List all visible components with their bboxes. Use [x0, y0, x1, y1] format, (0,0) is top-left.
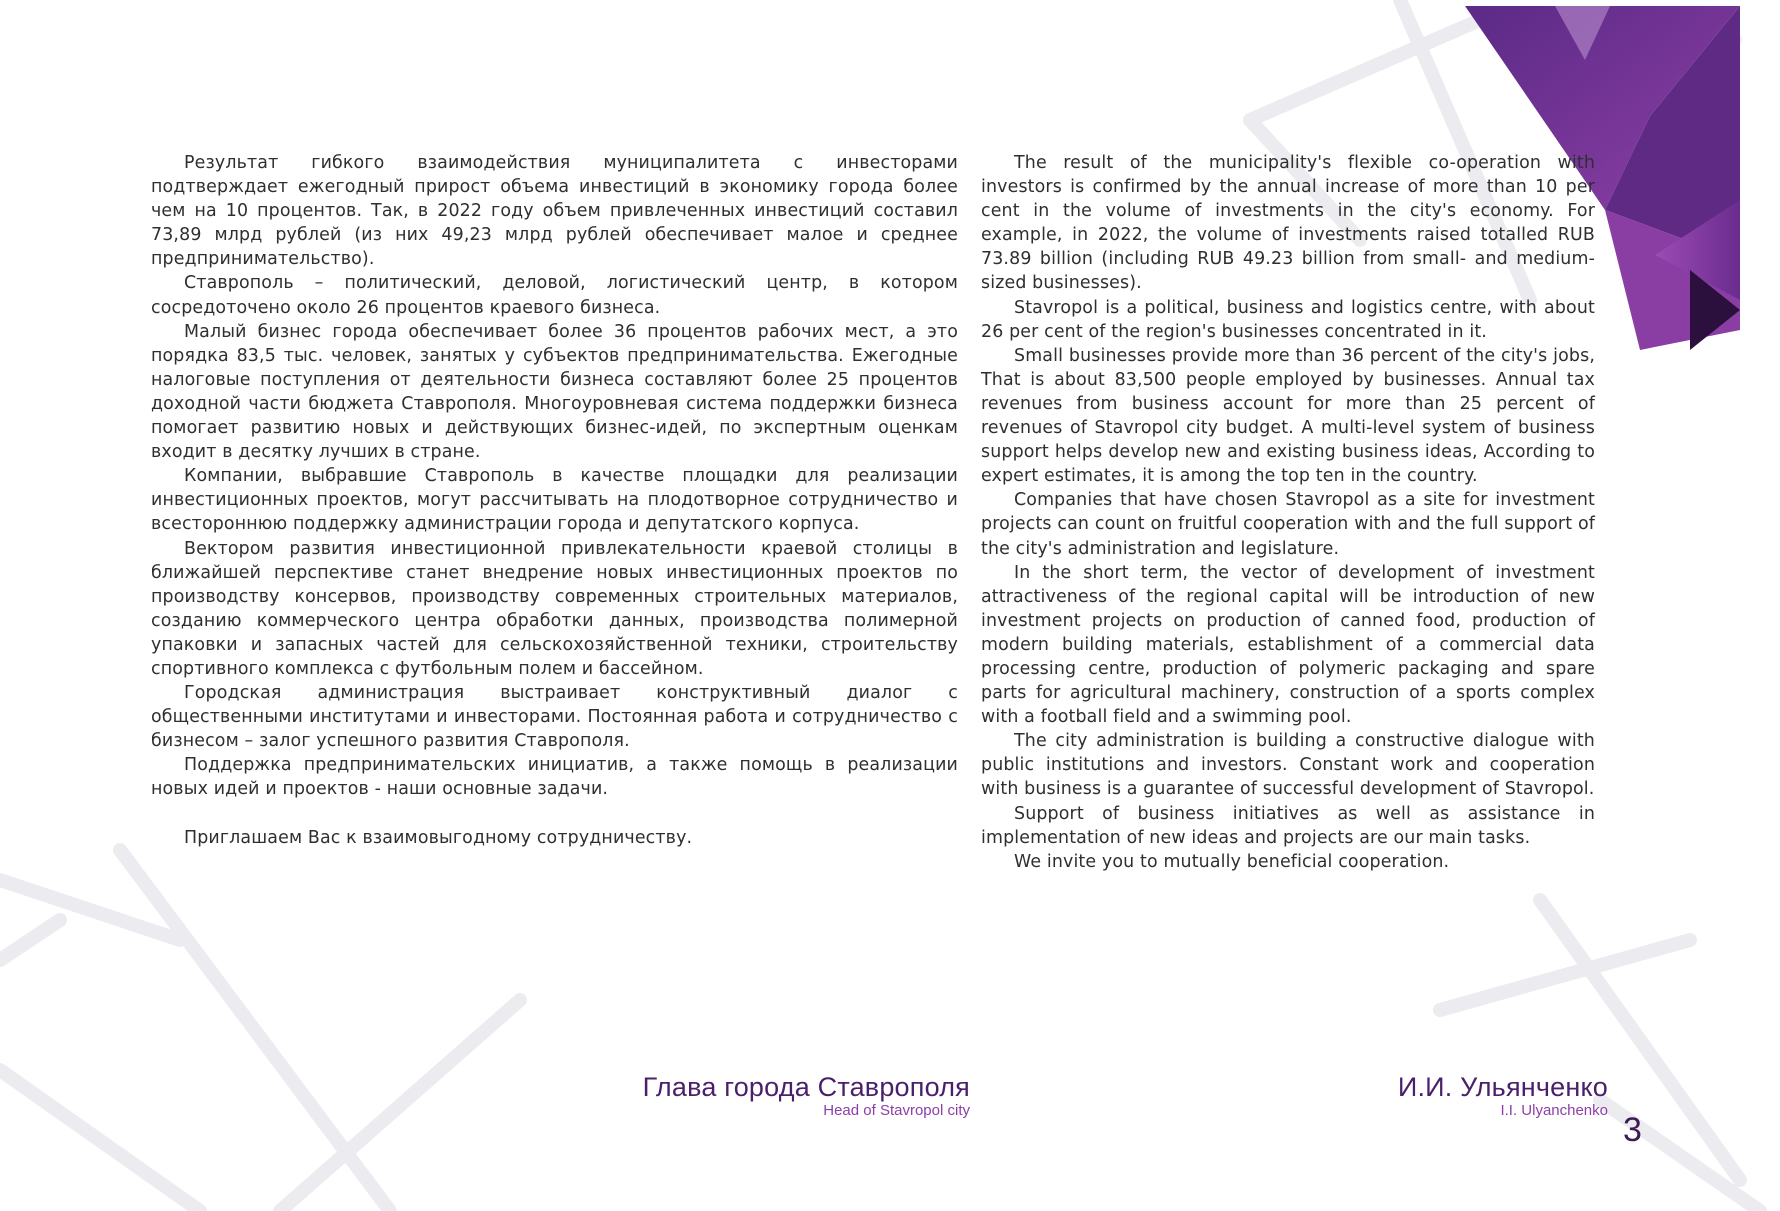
en-paragraph: The city administration is building a constructive dialogue with public institutions and investors. Constant work and cooperation with business is a guarantee of successful development of Stavropol. [981, 731, 1595, 800]
signature-name [1398, 1072, 1608, 1119]
en-paragraph: Support of business initiatives as well as assistance in implementation of new ideas and projects are our main tasks. [981, 803, 1595, 848]
signatory-name-english: I.I. Ulyanchenko [1500, 1102, 1608, 1119]
page-number: 3 [1623, 1111, 1642, 1149]
english-text-column [981, 151, 1595, 874]
ru-paragraph: Городская администрация выстраивает конструктивный диалог с общественными институтами и инвесторами. Постоянная работа и сотрудничество с бизнесом – залог успешного развития Ставрополя. [151, 683, 958, 752]
russian-text-column [151, 151, 958, 850]
signatory-name: И.И. Ульянченко [1397, 1072, 1608, 1102]
en-paragraph: In the short term, the vector of development of investment attractiveness of the regional capital will be introduction of new investment projects on production of canned food, production of modern building materials, establishment of a commercial data processing centre, production of polymeric packaging and spare parts for agricultural machinery, construction of a sports complex with a football field and a swimming pool. [981, 562, 1595, 728]
ru-paragraph: Компании, выбравшие Ставрополь в качестве площадки для реализации инвестиционных проектов, могут рассчитывать на плодотворное сотрудничество и всестороннюю поддержку администрации города и депутатского корпуса. [151, 466, 958, 535]
position-title-english: Head of Stavropol city [823, 1102, 970, 1119]
en-paragraph: Small businesses provide more than 36 percent of the city's jobs, That is about 83,500 people employed by businesses. Annual tax revenues from business account for more than 25 percent of revenues of Stavropol city budget. A multi-level system of business support helps develop new and existing business ideas, According to expert estimates, it is among the top ten in the country. [981, 345, 1595, 487]
position-title: Глава города Ставрополя [642, 1072, 970, 1102]
ru-paragraph: Вектором развития инвестиционной привлекательности краевой столицы в ближайшей перспективе станет внедрение новых инвестиционных проектов по производству консервов, производству современных строительных материалов, созданию коммерческого центра обработки данных, производства полимерной упаковки и запасных частей для сельскохозяйственной техники, строительству спортивного комплекса с футбольным полем и бассейном. [151, 538, 958, 679]
ru-invitation: Приглашаем Вас к взаимовыгодному сотрудничеству. [184, 827, 693, 848]
en-paragraph: The result of the municipality's flexible co-operation with investors is confirmed by the annual increase of more than 10 per cent in the volume of investments in the city's economy. For example, in 2022, the volume of investments raised totalled RUB 73.89 billion (including RUB 49.23 billion from small- and medium-sized businesses). [981, 153, 1595, 294]
en-paragraph: Companies that have chosen Stavropol as a site for investment projects can count on fruitful cooperation with and the full support of the city's administration and legislature. [981, 490, 1595, 559]
signature-position [643, 1072, 970, 1119]
ru-paragraph: Малый бизнес города обеспечивает более 36 процентов рабочих мест, а это порядка 83,5 тыс. человек, занятых у субъектов предпринимательства. Ежегодные налоговые поступления от деятельности бизнеса составляют более 25 процентов доходной части бюджета Ставрополя. Многоуровневая система поддержки бизнеса помогает развитию новых и действующих бизнес-идей, по экспертным оценкам входит в десятку лучших в стране. [151, 321, 958, 463]
en-invitation: We invite you to mutually beneficial cooperation. [1014, 851, 1450, 872]
ru-paragraph: Результат гибкого взаимодействия муниципалитета с инвесторами подтверждает ежегодный прирост объема инвестиций в экономику города более чем на 10 процентов. Так, в 2022 году объем привлеченных инвестиций составил 73,89 млрд рублей (из них 49,23 млрд рублей обеспечивает малое и среднее предпринимательство). [151, 153, 958, 270]
ru-paragraph: Ставрополь – политический, деловой, логистический центр, в котором сосредоточено около 26 процентов краевого бизнеса. [151, 273, 958, 318]
en-paragraph: Stavropol is a political, business and logistics centre, with about 26 per cent of the region's businesses concentrated in it. [981, 297, 1595, 342]
ru-paragraph: Поддержка предпринимательских инициатив, а также помощь в реализации новых идей и проектов - наши основные задачи. [151, 755, 958, 800]
